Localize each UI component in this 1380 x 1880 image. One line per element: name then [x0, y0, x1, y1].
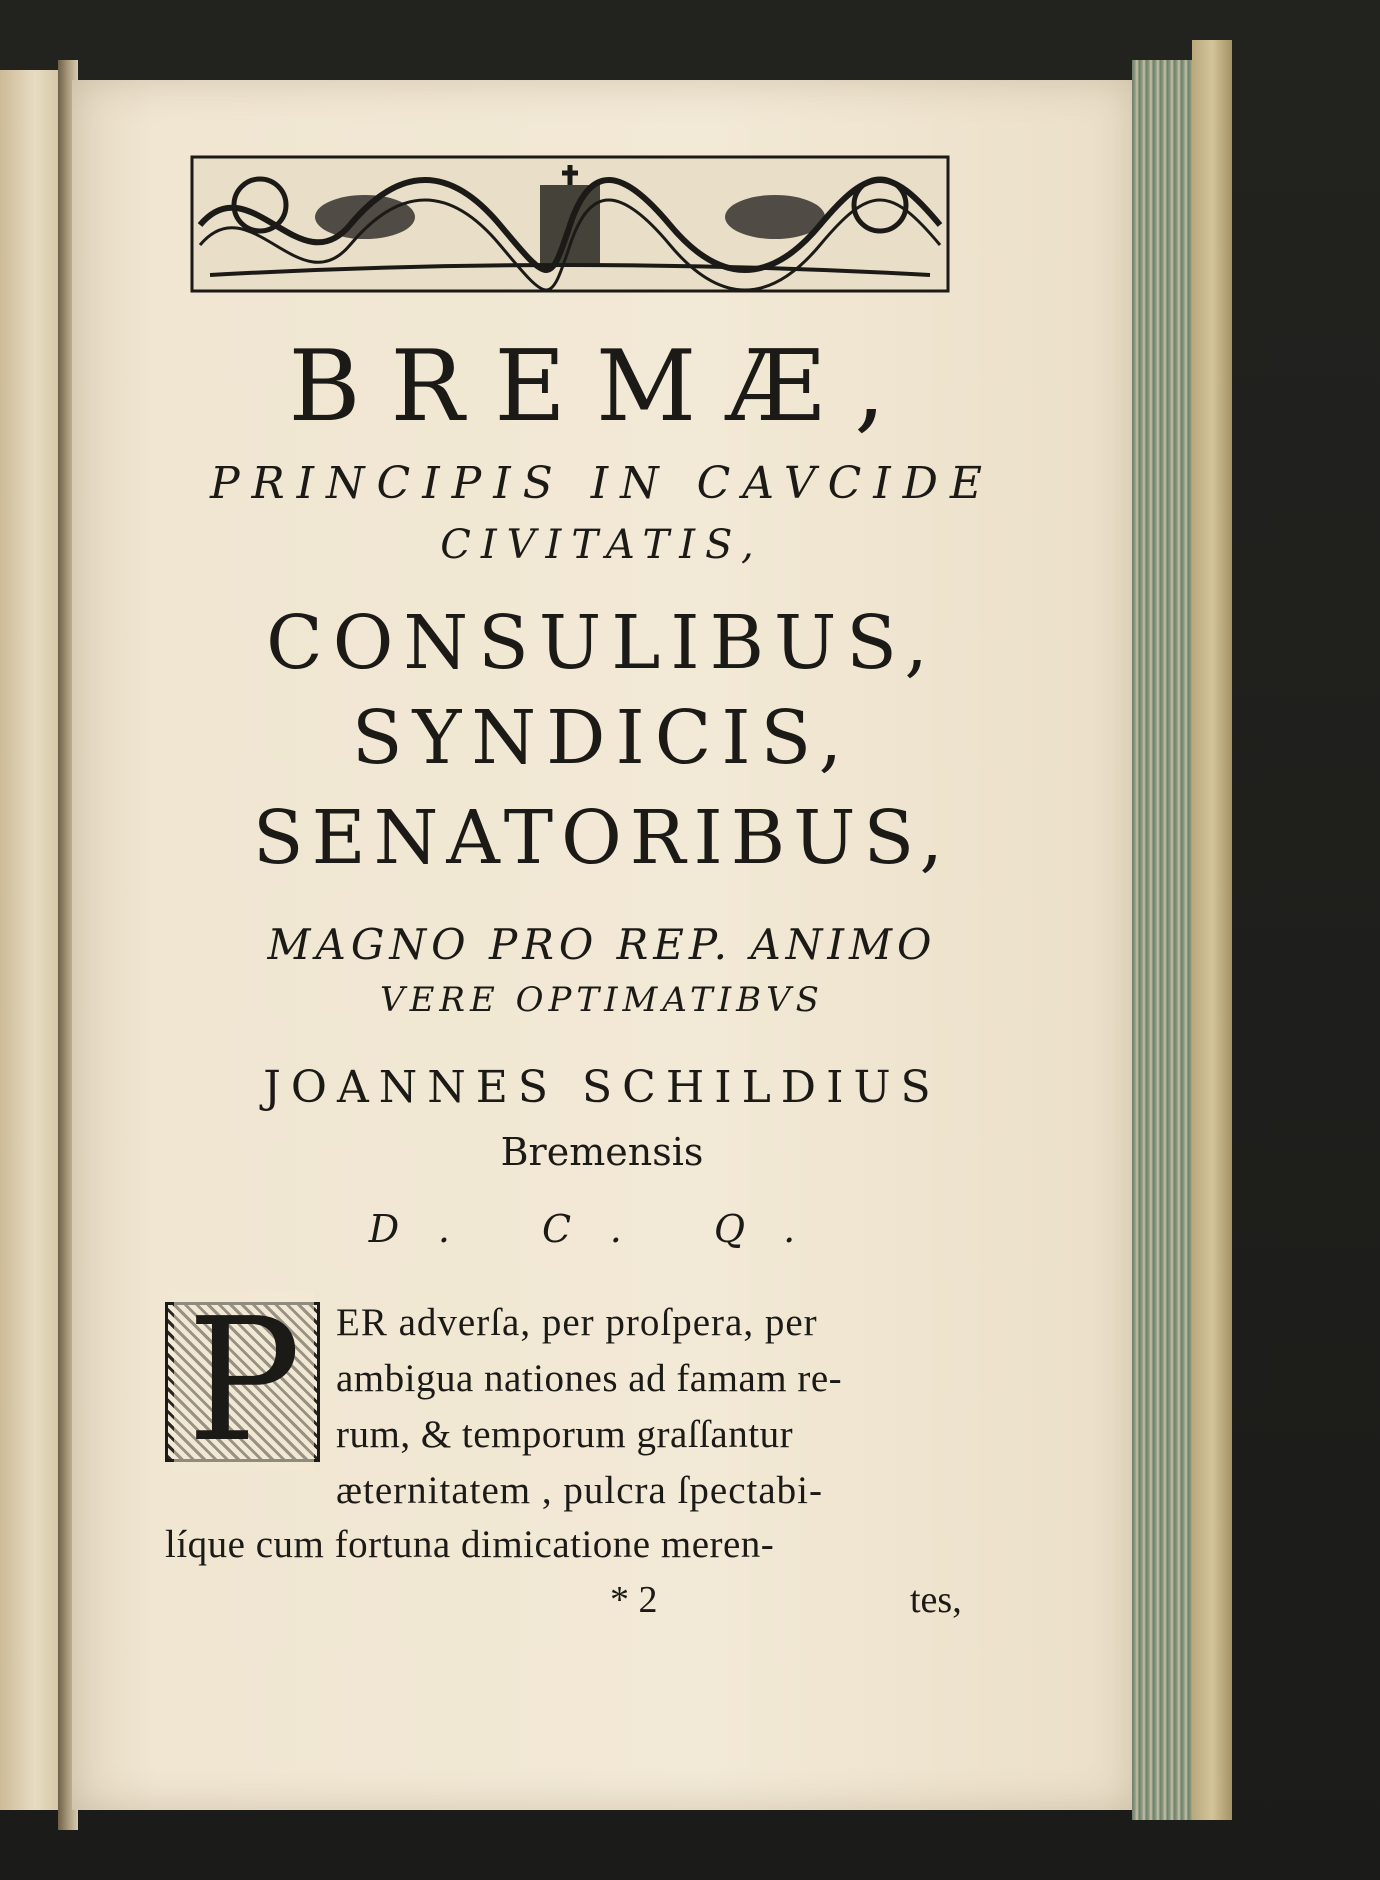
initial-letter: P	[174, 1291, 314, 1471]
page-fore-edge	[1132, 60, 1192, 1820]
cover-edge	[1192, 40, 1232, 1820]
body-line-2: ambigua nationes ad famam re-	[336, 1357, 843, 1400]
catchword: tes,	[910, 1579, 962, 1621]
title-civitatis: CIVITATIS,	[440, 522, 764, 568]
author-origin: Bremensis	[500, 1130, 704, 1174]
body-line-1: ER adverſa, per proſpera, per	[336, 1301, 818, 1344]
dedication-formula: D. C. Q.	[368, 1207, 836, 1251]
title-senatoribus: SENATORIBUS,	[252, 795, 952, 881]
body-line-3: rum, & temporum graſſantur	[336, 1413, 794, 1456]
title-principis: PRINCIPIS IN CAVCIDE	[209, 458, 995, 509]
body-line-4: æternitatem , pulcra ſpectabi-	[336, 1469, 823, 1512]
signature-mark: * 2	[610, 1579, 658, 1621]
facing-page-edge	[0, 70, 60, 1810]
title-syndicis: SYNDICIS,	[351, 695, 853, 781]
title-consulibus: CONSULIBUS,	[266, 600, 938, 686]
decorated-initial-p-icon	[165, 1282, 320, 1480]
woodcut-headpiece-ornament-icon	[190, 155, 950, 293]
title-magno: MAGNO PRO REP. ANIMO	[267, 920, 937, 969]
title-optimatibus: VERE OPTIMATIBVS	[380, 980, 824, 1020]
author-name: JOANNES SCHILDIUS	[263, 1062, 941, 1113]
body-line-5: líque cum fortuna dimicatione meren-	[165, 1523, 775, 1566]
title-bremae: BREMÆ,	[288, 330, 916, 444]
